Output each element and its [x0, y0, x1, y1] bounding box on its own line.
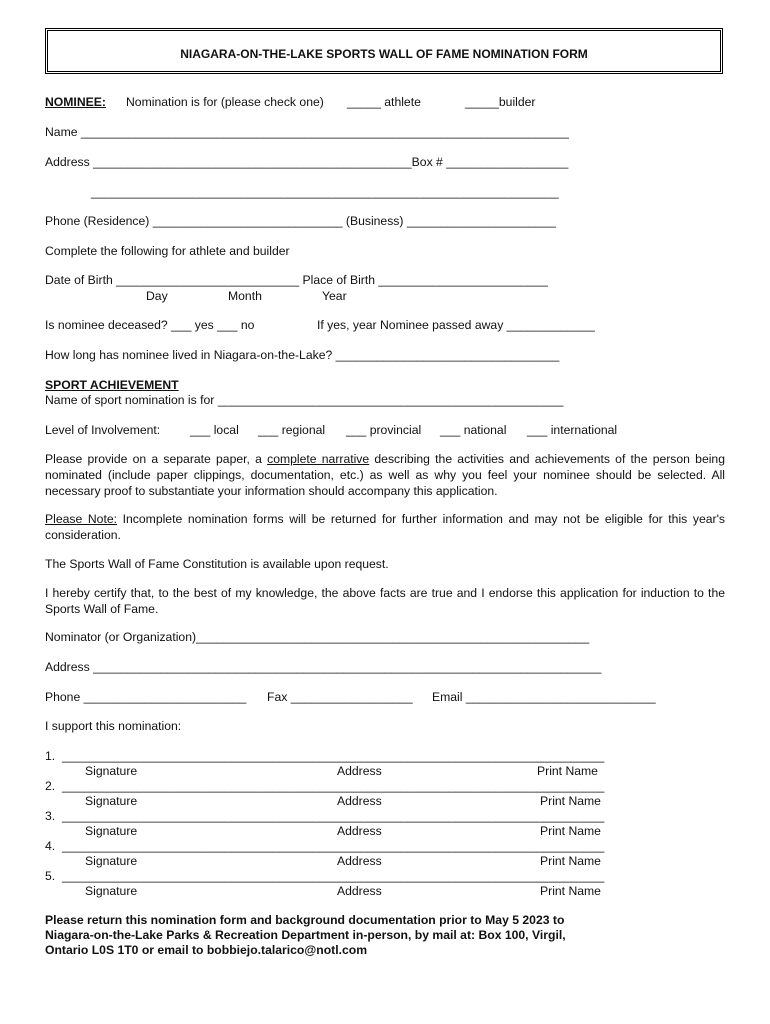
level-provincial[interactable]: ___ provincial [346, 423, 422, 437]
level-national[interactable]: ___ national [440, 423, 507, 437]
footer-line-2: Niagara-on-the-Lake Parks & Recreation Department in-person, by mail at: Box 100, Virgil, [45, 928, 566, 942]
address-field[interactable]: Address _______________________________________________Box # __________________ [45, 155, 569, 169]
signature-label: Signature [85, 824, 138, 838]
address-label: Address [337, 794, 382, 808]
nominator-address-field[interactable]: Address ___________________________________________________________________________ [45, 660, 602, 674]
builder-checkbox-line[interactable]: _____builder [465, 95, 536, 109]
support-signature-line[interactable]: ________________________________________________________________________________ [62, 839, 605, 853]
sport-achievement-heading: SPORT ACHIEVEMENT [45, 378, 179, 392]
footer-line-1: Please return this nomination form and background documentation prior to May 5 2023 to [45, 913, 565, 927]
address-label: Address [337, 824, 382, 838]
support-signature-line[interactable]: ________________________________________________________________________________ [62, 869, 605, 883]
support-heading: I support this nomination: [45, 719, 182, 733]
narrative-text-1: Please provide on a separate paper, a [45, 452, 268, 466]
narrative-text-2: describing the activities and achievements of the person being nominated (include paper clippings, documentation, etc.) as well as why you feel your nominee should be selected. All necessary proof to substantiate your information should accompany this application. [45, 452, 725, 498]
support-number: 1. [45, 749, 56, 763]
form-title: NIAGARA-ON-THE-LAKE SPORTS WALL OF FAME NOMINATION FORM [180, 47, 588, 61]
support-number: 3. [45, 809, 56, 823]
name-field[interactable]: Name ________________________________________________________________________ [45, 125, 569, 139]
support-signature-line[interactable]: ________________________________________________________________________________ [62, 749, 605, 763]
years-lived-field[interactable]: How long has nominee lived in Niagara-on-the-Lake? _________________________________ [45, 348, 560, 362]
support-number: 5. [45, 869, 56, 883]
nominator-fax-field[interactable]: Fax __________________ [267, 690, 413, 704]
print-name-label: Print Name [540, 854, 601, 868]
sport-name-field[interactable]: Name of sport nomination is for ___________________________________________________ [45, 393, 564, 407]
nominator-field[interactable]: Nominator (or Organization)__________________________________________________________ [45, 630, 590, 644]
address-line-2[interactable]: _____________________________________________________________________ [91, 185, 559, 199]
note-paragraph [45, 511, 725, 543]
nominator-email-field[interactable]: Email ____________________________ [432, 690, 656, 704]
nominator-phone-field[interactable]: Phone ________________________ [45, 690, 247, 704]
level-label: Level of Involvement: [45, 423, 161, 437]
level-regional[interactable]: ___ regional [258, 423, 326, 437]
print-name-label: Print Name [540, 794, 601, 808]
level-local[interactable]: ___ local [190, 423, 239, 437]
narrative-emphasis: complete narrative [267, 452, 370, 466]
phone-field[interactable]: Phone (Residence) ____________________________ (Business) ______________________ [45, 214, 556, 228]
support-number: 4. [45, 839, 56, 853]
address-label: Address [337, 884, 382, 898]
nominee-prompt: Nomination is for (please check one) [126, 95, 324, 109]
support-signature-line[interactable]: ________________________________________________________________________________ [62, 809, 605, 823]
deceased-field[interactable]: Is nominee deceased? ___ yes ___ no [45, 318, 255, 332]
dob-day-label: Day [146, 289, 168, 303]
print-name-label: Print Name [540, 824, 601, 838]
title-underline [353, 73, 421, 74]
support-number: 2. [45, 779, 56, 793]
birthplace-year-label: Year [322, 289, 347, 303]
athlete-checkbox-line[interactable]: _____ athlete [347, 95, 421, 109]
address-label: Address [337, 764, 382, 778]
level-international[interactable]: ___ international [527, 423, 618, 437]
narrative-paragraph [45, 451, 725, 499]
signature-label: Signature [85, 854, 138, 868]
dob-month-label: Month [228, 289, 262, 303]
signature-label: Signature [85, 794, 138, 808]
certify-paragraph: I hereby certify that, to the best of my knowledge, the above facts are true and I endorse this application for induction to the Sports Wall of Fame. [45, 586, 725, 616]
dob-field[interactable]: Date of Birth ___________________________ Place of Birth _________________________ [45, 273, 548, 287]
signature-label: Signature [85, 764, 138, 778]
year-passed-field[interactable]: If yes, year Nominee passed away _____________ [317, 318, 595, 332]
note-label: Please Note: [45, 512, 118, 526]
footer-line-3: Ontario L0S 1T0 or email to bobbiejo.talarico@notl.com [45, 943, 368, 957]
note-text: Incomplete nomination forms will be returned for further information and may not be eligible for this year's consideration. [45, 512, 725, 542]
support-signature-line[interactable]: ________________________________________________________________________________ [62, 779, 605, 793]
complete-following-text: Complete the following for athlete and builder [45, 244, 290, 258]
signature-label: Signature [85, 884, 138, 898]
print-name-label: Print Name [540, 884, 601, 898]
address-label: Address [337, 854, 382, 868]
nominee-label: NOMINEE: [45, 95, 106, 109]
constitution-text: The Sports Wall of Fame Constitution is available upon request. [45, 557, 389, 571]
form-header-box [45, 28, 723, 74]
print-name-label: Print Name [537, 764, 598, 778]
